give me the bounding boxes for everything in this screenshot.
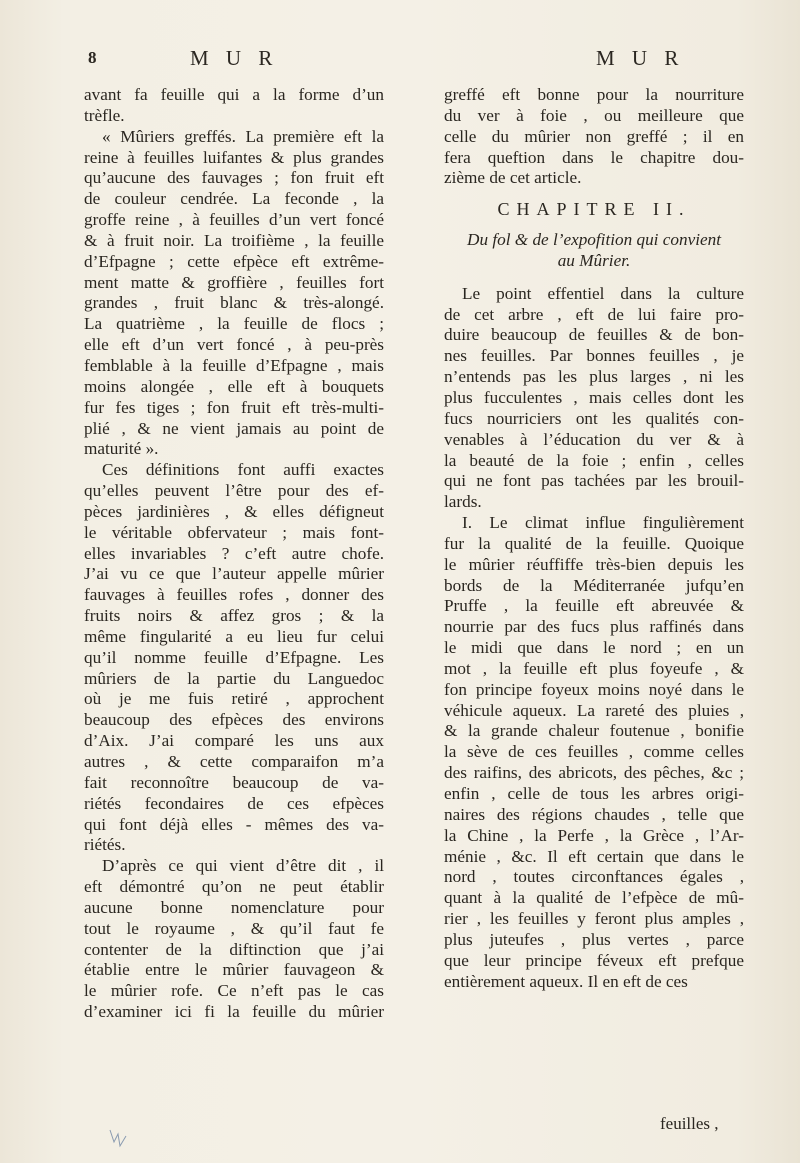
text-line: riétés fecondaires de ces efpèces	[84, 793, 384, 813]
text-line: n’entends pas les plus larges , ni les	[444, 367, 744, 387]
text-line: nourrie par des fucs plus raffinés dans	[444, 617, 744, 637]
text-line: la Chine , la Perfe , la Grèce , l’Ar-	[444, 825, 744, 845]
text-line: groffe reine , à feuilles d’un vert foncé	[84, 210, 384, 230]
text-line: ment matte & groffière , feuilles fort	[84, 272, 384, 292]
text-line: mot , la feuille eft plus foyeufe , &	[444, 658, 744, 678]
text-line: grandes , fruit blanc & très-alongé.	[84, 293, 384, 313]
catchword: feuilles ,	[660, 1114, 719, 1133]
text-line: duire beaucoup de feuilles & de bon-	[444, 325, 744, 345]
text-line: venables à l’éducation du ver & à	[444, 429, 744, 449]
text-line: nord , toutes circonftances égales ,	[444, 867, 744, 887]
text-line: Pruffe , la feuille eft abreuvée &	[444, 596, 744, 616]
text-line: plus juteufes , plus vertes , parce	[444, 929, 744, 949]
page-number: 8	[88, 48, 97, 67]
text-line: zième de cet article.	[444, 168, 582, 188]
text-line: reine à feuilles luifantes & plus grandes	[84, 147, 384, 167]
text-line: tout le royaume , & qu’il faut fe	[84, 918, 384, 938]
text-line: eft démontré qu’on ne peut établir	[84, 877, 384, 897]
text-line: où je me fuis retiré , approchent	[84, 689, 384, 709]
text-line: établie entre le mûrier fauvageon &	[84, 960, 384, 980]
text-line: fur la qualité de la feuille. Quoique	[444, 533, 744, 553]
text-line: elle eft d’un vert foncé , à peu-près	[84, 335, 384, 355]
text-line: avant fa feuille qui a la forme d’un	[84, 85, 384, 104]
text-line: d’Efpagne ; cette efpèce eft extrême-	[84, 251, 384, 271]
chapter-subtitle-line2: au Mûrier.	[557, 250, 631, 270]
text-line: de couleur cendrée. La feconde , la	[84, 189, 384, 209]
running-head-right: M U R	[596, 46, 685, 70]
text-line: Le point effentiel dans la culture	[462, 283, 744, 303]
text-line: elles invariables ? c’eft autre chofe.	[84, 543, 384, 563]
text-line: plus fucculentes , mais celles dont les	[444, 387, 744, 407]
text-line: maturité ».	[84, 439, 159, 459]
text-line: enfin , celle de tous les arbres origi-	[444, 784, 744, 803]
text-line: ménie , &c. Il eft certain que dans le	[444, 846, 744, 866]
text-line: d’examiner ici fi la feuille du mûrier	[84, 1002, 384, 1022]
text-line: beaucoup des efpèces des environs	[84, 710, 384, 730]
right-text-column	[444, 85, 744, 992]
text-line: qu’elles peuvent l’être pour des ef-	[84, 481, 384, 501]
text-line: des raifins, des abricots, des pêches, &c ;	[444, 763, 744, 783]
text-line: fon principe foyeux moins noyé dans le	[444, 679, 744, 699]
text-line: femblable à la feuille d’Efpagne , mais	[84, 355, 384, 375]
text-line: le véritable obfervateur ; mais font-	[84, 522, 384, 542]
text-line: D’après ce qui vient d’être dit , il	[102, 856, 384, 876]
text-line: qu’il nomme feuille d’Efpagne. Les	[84, 647, 384, 667]
text-line: qui ne font pas tachées par les brouil-	[444, 471, 744, 491]
text-line: aucune bonne nomenclature pour	[84, 897, 384, 917]
text-line: le mûrier rofe. Ce n’eft pas le cas	[84, 981, 384, 1001]
text-line: celle du mûrier non greffé ; il en	[444, 126, 744, 146]
left-text-column	[84, 85, 384, 1023]
text-line: trèfle.	[84, 105, 125, 125]
text-line: fait reconnoître beaucoup de va-	[84, 772, 384, 792]
text-line: I. Le climat influe fingulièrement	[462, 513, 744, 533]
text-line: lards.	[444, 492, 482, 512]
running-head-left: M U R	[190, 46, 279, 70]
right-column-body	[444, 284, 744, 993]
text-line: du ver à foie , ou meilleure que	[444, 105, 744, 125]
text-line: & à fruit noir. La troifième , la feuille	[84, 230, 384, 250]
text-line: contenter de la diftinction que j’ai	[84, 939, 384, 959]
text-line: riétés.	[84, 835, 126, 855]
text-line: le mûrier réuffiffe très-bien depuis les	[444, 554, 744, 574]
text-line: autres , & cette comparaifon m’a	[84, 752, 384, 771]
text-line: la sève de ces feuilles , comme celles	[444, 742, 744, 762]
text-line: fruits noirs & affez gros ; & la	[84, 606, 384, 626]
text-line: véhicule aqueux. La rareté des pluies ,	[444, 700, 744, 720]
text-line: nes feuilles. Par bonnes feuilles , je	[444, 346, 744, 366]
text-line: « Mûriers greffés. La première eft la	[102, 126, 384, 146]
text-line: fera queftion dans le chapitre dou-	[444, 147, 744, 167]
text-line: de cet arbre , eft de lui faire pro-	[444, 304, 744, 324]
text-line: fauvages à feuilles rofes , donner des	[84, 585, 384, 605]
text-line: quant à la qualité de l’efpèce de mû-	[444, 888, 744, 908]
text-line: greffé eft bonne pour la nourriture	[444, 85, 744, 104]
text-line: même fingularité a eu lieu fur celui	[84, 626, 384, 646]
text-line: rier , les feuilles y feront plus amples ,	[444, 909, 744, 929]
text-line: la beauté de la foie ; enfin , celles	[444, 450, 744, 470]
text-line: pèces jardinières , & elles défigneut	[84, 501, 384, 521]
text-line: bords de la Méditerranée jufqu’en	[444, 575, 744, 595]
text-line: qu’aucune des fauvages ; fon fruit eft	[84, 168, 384, 188]
text-line: naires des régions chaudes , telle que	[444, 804, 744, 824]
right-column-intro	[444, 85, 744, 189]
chapter-subtitle-line1: Du fol & de l’expofition qui convient	[467, 230, 721, 250]
text-line: d’Aix. J’ai comparé les uns aux	[84, 731, 384, 751]
text-line: le midi que dans le nord ; en un	[444, 638, 744, 658]
text-line: qui font déjà elles - mêmes des va-	[84, 814, 384, 834]
pencil-mark	[108, 1128, 130, 1154]
text-line: J’ai vu ce que l’auteur appelle mûrier	[84, 564, 384, 584]
text-line: plié , & ne vient jamais au point de	[84, 418, 384, 438]
text-line: entièrement aqueux. Il en eft de ces	[444, 971, 688, 991]
chapter-heading: CHAPITRE II.	[497, 199, 691, 220]
text-line: Ces définitions font auffi exactes	[102, 460, 384, 480]
text-line: que leur principe féveux eft prefque	[444, 950, 744, 970]
text-line: La quatrième , la feuille de flocs ;	[84, 314, 384, 334]
text-line: & la grande chaleur foutenue , bonifie	[444, 721, 744, 741]
text-line: moins alongée , elle eft à bouquets	[84, 376, 384, 396]
text-line: fur fes tiges ; fon fruit eft très-multi-	[84, 397, 384, 417]
text-line: mûriers de la partie du Languedoc	[84, 668, 384, 688]
text-line: fucs nourriciers ont les qualités con-	[444, 408, 744, 428]
